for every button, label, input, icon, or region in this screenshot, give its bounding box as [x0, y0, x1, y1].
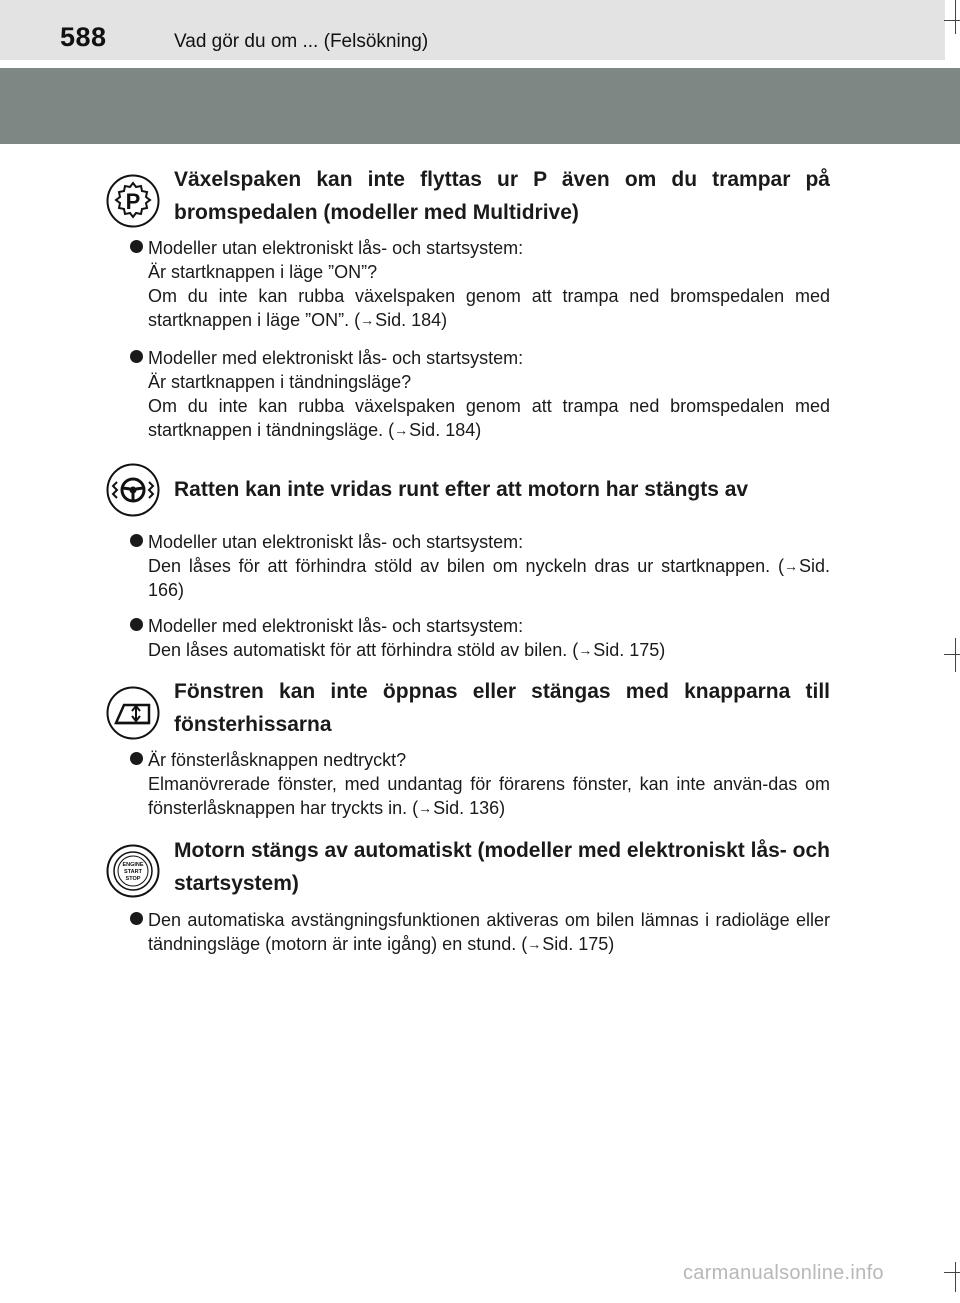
bullet-text: Den låses automatiskt för att förhindra stöld av bilen. ( [148, 640, 579, 660]
page-reference-link[interactable]: Sid. 184) [375, 310, 448, 330]
svg-text:P: P [125, 189, 141, 214]
bullet-text: Den automatiska avstängningsfunktionen aktiveras om bilen lämnas i radioläge eller tändningsläge (motorn är inte igång) en stund. ( [148, 910, 830, 954]
bullet-dot [130, 534, 143, 547]
bullet-text: Om du inte kan rubba växelspaken genom att trampa ned bromspedalen med startknappen i läge ”ON”. ( [148, 286, 830, 330]
section-heading: Växelspaken kan inte flyttas ur P även om du trampar på bromspedalen (modeller med Multidrive) [174, 168, 830, 224]
crop-mark [944, 20, 960, 21]
page-number: 588 [60, 22, 107, 52]
stop-label: STOP [125, 876, 141, 882]
section-heading: Motorn stängs av automatiskt (modeller med elektroniskt lås- och startsystem) [174, 839, 830, 895]
crop-mark [955, 1262, 956, 1292]
page-reference-link[interactable]: Sid. 136) [433, 798, 506, 818]
page-reference-link[interactable]: Sid. 166) [148, 556, 830, 600]
bullet-text: Modeller med elektroniskt lås- och startsystem: [148, 616, 524, 636]
section-band [0, 68, 960, 144]
power-window-icon [106, 686, 160, 740]
arrow-right-icon: → [418, 800, 433, 816]
bullet-dot [130, 618, 143, 631]
arrow-right-icon: → [394, 422, 409, 438]
chapter-title: Vad gör du om ... (Felsökning) [174, 31, 429, 52]
crop-mark [955, 0, 956, 34]
bullet-text: Modeller utan elektroniskt lås- och startsystem: [148, 532, 524, 552]
page-reference-link[interactable]: Sid. 175) [593, 640, 666, 660]
crop-mark [955, 638, 956, 672]
section-heading: Ratten kan inte vridas runt efter att motorn har stängts av [174, 478, 749, 501]
start-label: START [124, 869, 142, 875]
page-reference-link[interactable]: Sid. 175) [542, 934, 615, 954]
page-reference-link[interactable]: Sid. 184) [409, 420, 482, 440]
shift-lever-p-gear-icon [106, 174, 160, 228]
bullet-text: Modeller utan elektroniskt lås- och startsystem: [148, 238, 524, 258]
bullet-dot [130, 752, 143, 765]
bullet-dot [130, 912, 143, 925]
watermark: carmanualsonline.info [683, 1262, 884, 1284]
arrow-right-icon: → [527, 936, 542, 952]
bullet-text: Modeller med elektroniskt lås- och startsystem: [148, 348, 524, 368]
steering-wheel-lock-icon [106, 463, 160, 517]
bullet-text: Den låses för att förhindra stöld av bilen om nyckeln dras ur startknappen. ( [148, 556, 784, 576]
bullet-text: Elmanövrerade fönster, med undantag för förarens fönster, kan inte använ-das om fönsterlåsknappen har tryckts in. ( [148, 774, 830, 818]
section-heading: Fönstren kan inte öppnas eller stängas med knapparna till fönsterhissarna [174, 680, 830, 736]
bullet-text: Är startknappen i läge ”ON”? [148, 262, 378, 282]
bullet-text: Är startknappen i tändningsläge? [148, 372, 412, 392]
crop-mark [944, 1272, 960, 1273]
header-bar [0, 0, 945, 60]
arrow-right-icon: → [360, 312, 375, 328]
arrow-right-icon: → [578, 642, 593, 658]
engine-label: ENGINE [122, 862, 144, 868]
crop-mark [944, 654, 960, 655]
bullet-text: Är fönsterlåsknappen nedtryckt? [148, 750, 407, 770]
bullet-text: Om du inte kan rubba växelspaken genom att trampa ned bromspedalen med startknappen i tändningsläge. ( [148, 396, 830, 440]
engine-start-stop-icon [106, 844, 160, 898]
bullet-dot [130, 350, 143, 363]
arrow-right-icon: → [783, 558, 798, 574]
bullet-dot [130, 240, 143, 253]
